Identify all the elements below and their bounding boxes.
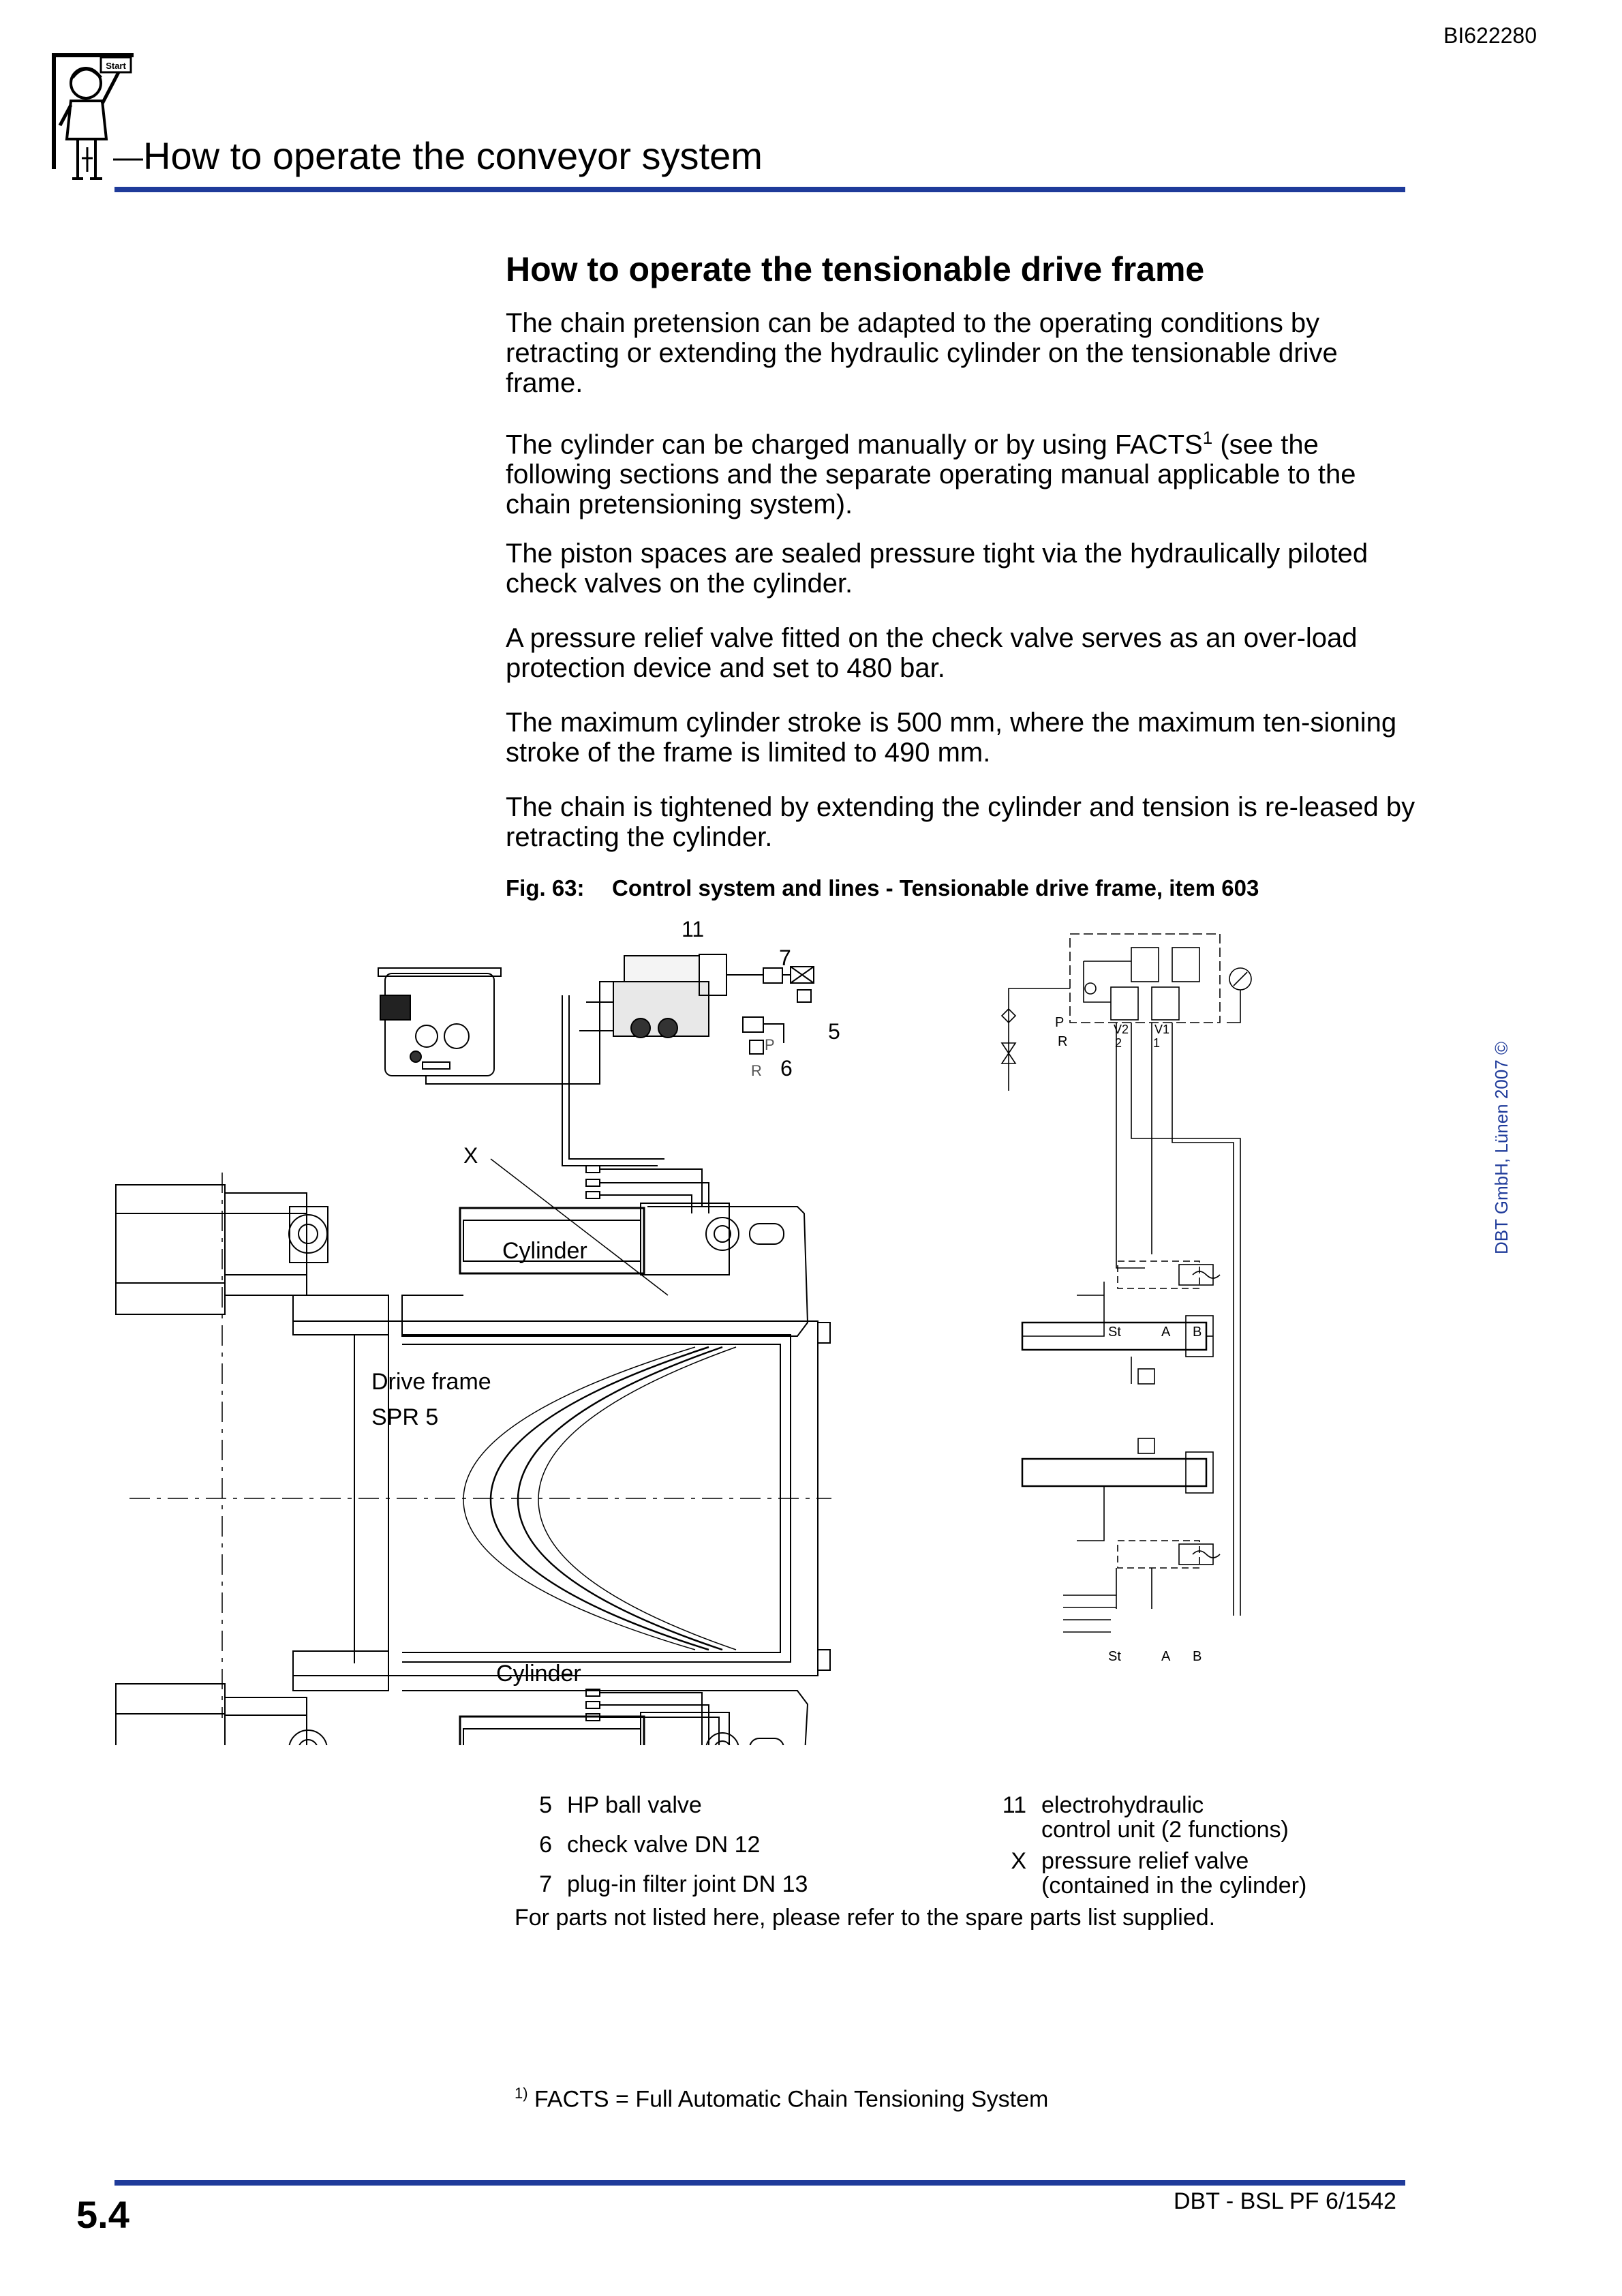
callout-x: X [463, 1143, 478, 1168]
schem-b-bottom: B [1193, 1649, 1202, 1664]
schem-a-bottom: A [1161, 1649, 1171, 1664]
footnote [515, 2085, 1048, 2113]
schem-r: R [1058, 1034, 1068, 1049]
schem-v2: V2 [1114, 1023, 1129, 1036]
figure-caption-text: Control system and lines - Tensionable drive frame, item 603 [612, 875, 1259, 901]
paragraph-5: The maximum cylinder stroke is 500 mm, where the maximum ten-sioning stroke of the frame is limited to 490 mm. [506, 708, 1397, 768]
start-worker-icon [48, 50, 143, 187]
schem-st-bottom: St [1108, 1649, 1121, 1664]
label-cylinder-top: Cylinder [502, 1238, 587, 1264]
schem-st-top: St [1108, 1325, 1121, 1340]
header-rule [114, 187, 1405, 192]
figure-caption [506, 875, 1259, 901]
legend-num: X [1011, 1848, 1026, 1874]
schem-p: P [1055, 1015, 1065, 1030]
legend-text: control unit (2 functions) [1041, 1817, 1289, 1843]
legend-num: 6 [539, 1832, 552, 1858]
schem-v1: V1 [1154, 1023, 1170, 1036]
callout-11: 11 [682, 917, 705, 941]
schem-2: 2 [1115, 1036, 1122, 1050]
page-number: 5.4 [76, 2193, 129, 2236]
hydraulic-schematic [1002, 934, 1251, 1632]
legend-num: 11 [1002, 1792, 1026, 1818]
spare-parts-note: For parts not listed here, please refer to the spare parts list supplied. [515, 1905, 1216, 1931]
footnote-text: FACTS = Full Automatic Chain Tensioning System [527, 2086, 1049, 2113]
legend-num: 5 [539, 1792, 552, 1818]
callout-r: R [751, 1062, 762, 1079]
label-spr: SPR 5 [371, 1404, 439, 1430]
label-drive-frame: Drive frame [371, 1369, 491, 1395]
paragraph-2-start: The cylinder can be charged manually or by using FACTS [506, 429, 1203, 460]
paragraph-4: A pressure relief valve fitted on the check valve serves as an over-load protection device and set to 480 bar. [506, 623, 1358, 683]
legend-num: 7 [539, 1871, 552, 1897]
doc-id: BI622280 [1443, 23, 1537, 48]
document-reference: DBT - BSL PF 6/1542 [1174, 2188, 1396, 2214]
legend-text: HP ball valve [567, 1792, 702, 1818]
legend-text: (contained in the cylinder) [1041, 1873, 1307, 1899]
paragraph-3: The piston spaces are sealed pressure tight via the hydraulically piloted check valves on the cylinder. [506, 539, 1368, 599]
copyright: DBT GmbH, Lünen 2007 © [1491, 1041, 1512, 1254]
footnote-marker: 1) [515, 2085, 528, 2102]
callout-6: 6 [780, 1056, 793, 1081]
control-panel [378, 968, 501, 1076]
callout-5: 5 [828, 1019, 840, 1044]
schem-b-top: B [1193, 1325, 1202, 1340]
footer-rule [114, 2180, 1405, 2186]
header-title: How to operate the conveyor system [143, 134, 763, 177]
paragraph-6: The chain is tightened by extending the cylinder and tension is re-leased by retracting the cylinder. [506, 792, 1416, 852]
schem-a-top: A [1161, 1325, 1171, 1340]
legend-text: check valve DN 12 [567, 1832, 761, 1858]
hydraulic-figure [109, 913, 1309, 1745]
footnote-ref: 1 [1202, 427, 1213, 448]
legend-text: plug-in filter joint DN 13 [567, 1871, 808, 1897]
legend-text: pressure relief valve [1041, 1848, 1249, 1874]
schem-1: 1 [1153, 1036, 1161, 1050]
section-heading: How to operate the tensionable drive frame [506, 250, 1205, 288]
paragraph-1: The chain pretension can be adapted to the operating conditions by retracting or extending the hydraulic cylinder on the tensionable drive frame. [506, 308, 1338, 398]
callout-7: 7 [779, 946, 791, 970]
callout-p: P [765, 1036, 775, 1053]
figure-label: Fig. 63: [506, 875, 585, 901]
paragraph-2 [506, 423, 1419, 519]
paragraph-2-rest: (see the following sections and the separate operating manual applicable to the chain pretensioning system). [506, 429, 1356, 520]
legend-text: electrohydraulic [1041, 1792, 1204, 1818]
start-label: Start [106, 61, 126, 71]
label-cylinder-bottom: Cylinder [496, 1661, 581, 1687]
